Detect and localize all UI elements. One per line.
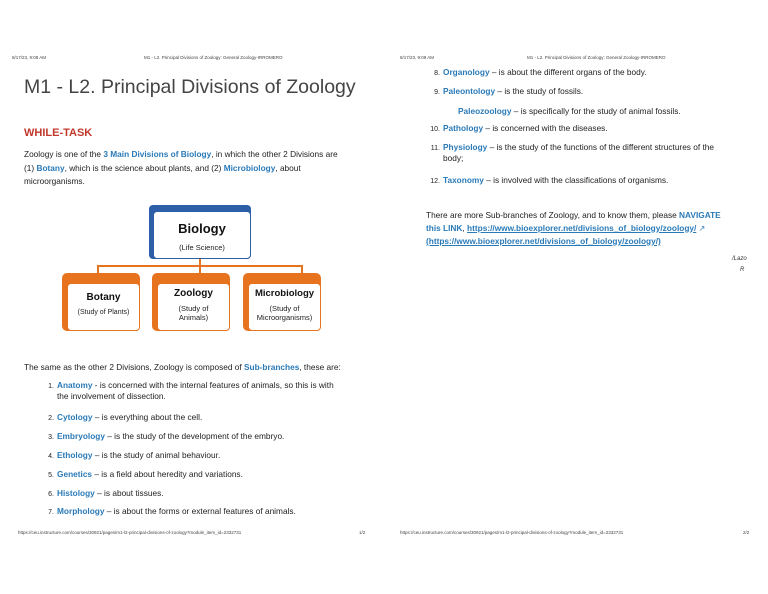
intro-text: microorganisms. (24, 176, 85, 186)
page-title: M1 - L2. Principal Divisions of Zoology (24, 76, 356, 98)
list-text: – is the study of the functions of the different structures of the (487, 142, 715, 152)
diagram-connector (301, 265, 303, 273)
list-number: 1. (48, 383, 54, 390)
this-link-term: this LINK (426, 222, 463, 233)
diagram-botany-name: Botany (86, 292, 121, 303)
navigate-term: NAVIGATE (679, 210, 721, 220)
list-text: the involvement of dissection. (57, 391, 166, 401)
list-text: – is concerned with the diseases. (483, 123, 608, 133)
list-text: - is concerned with the internal features of animals, so this is with (92, 380, 334, 390)
header-title: M1 - L2. Principal Divisions of Zoology: General Zoology-IRROMERO (527, 55, 666, 60)
list-term: Embryology (57, 431, 105, 441)
more-text: There are more Sub-branches of Zoology, and to know them, please (426, 210, 680, 220)
list-item (430, 86, 583, 96)
list-term: Anatomy (57, 380, 93, 390)
intro-botany: Botany (36, 162, 65, 173)
diagram-botany-box (62, 273, 140, 331)
diagram-biology-box (149, 205, 251, 259)
list-item (430, 123, 608, 133)
diagram-microbiology-desc: (Study of (269, 304, 300, 313)
sub-intro-text: The same as the other 2 Divisions, Zoology is composed of (24, 362, 244, 372)
list-term: Genetics (57, 469, 93, 479)
list-number: 11. (430, 145, 440, 152)
diagram-microbiology-name: Microbiology (254, 288, 315, 299)
more-text: , (462, 222, 468, 233)
bioexplorer-link-full[interactable]: (https://www.bioexplorer.net/divisions_of_biology/zoology/) (426, 236, 661, 246)
section-heading: WHILE-TASK (24, 127, 93, 139)
list-number: 3. (48, 434, 54, 441)
list-item (430, 67, 647, 77)
list-text: – is about tissues. (94, 488, 164, 498)
signature-text: R (740, 267, 745, 273)
diagram-zoology-desc: (Study of (178, 304, 209, 313)
document-page-2 (384, 0, 768, 594)
list-item (430, 142, 714, 165)
diagram-connector (97, 265, 99, 273)
footer-url: https://ceu.instructure.com/courses/30921/pages/m1-l2-principal-divisions-of-zoology?module_item_id=2332731 (18, 530, 242, 535)
diagram-zoology-name: Zoology (174, 288, 213, 299)
list-item (44, 488, 164, 498)
diagram-biology-name: Biology (178, 221, 226, 236)
bioexplorer-link[interactable]: https://www.bioexplorer.net/divisions_of_biology/zoology/ (467, 222, 697, 233)
footer-page-number: 1/2 (359, 530, 366, 535)
list-text: – is the study of animal behaviour. (92, 450, 221, 460)
intro-text: , in which the other 2 Divisions are (211, 149, 338, 159)
list-item (44, 380, 334, 403)
list-number: 12. (430, 178, 440, 185)
sub-branches-term: Sub-branches (243, 362, 300, 372)
list-text: – is a field about heredity and variations. (92, 469, 243, 479)
list-term: Ethology (57, 450, 93, 460)
list-number: 9. (434, 89, 440, 96)
list-item (44, 431, 284, 441)
intro-text: , about (275, 162, 301, 173)
list-text: – is specifically for the study of animal fossils. (511, 106, 681, 116)
diagram-connector (199, 265, 201, 273)
list-term: Morphology (57, 506, 105, 516)
list-term: Cytology (57, 412, 93, 422)
diagram-microbiology-box (243, 273, 321, 331)
signature-text: /Lazo (732, 256, 747, 262)
list-item (44, 412, 202, 422)
list-text: – is about the forms or external features of animals. (104, 506, 296, 516)
list-term: Taxonomy (443, 175, 484, 185)
list-number: 8. (434, 70, 440, 77)
list-item (430, 175, 668, 185)
list-number: 2. (48, 415, 54, 422)
list-term: Paleozoology (458, 106, 512, 116)
list-item (44, 469, 243, 479)
intro-paragraph (24, 148, 364, 189)
diagram-zoology-desc: Animals) (178, 313, 209, 322)
list-term: Histology (57, 488, 95, 498)
header-date: 8/17/23, 9:08 AM (12, 55, 47, 60)
intro-text: Zoology is one of the (24, 149, 104, 159)
list-text: – is the study of fossils. (495, 86, 584, 96)
footer-url: https://ceu.instructure.com/courses/30921/pages/m1-l2-principal-divisions-of-zoology?module_item_id=2332731 (400, 530, 624, 535)
sub-branches-paragraph (24, 361, 341, 375)
diagram-zoology-box (152, 273, 230, 331)
list-text: – is involved with the classifications of organisms. (483, 175, 669, 185)
paleozoology-item (458, 106, 681, 116)
list-text: body; (443, 153, 464, 163)
sub-intro-text: , these are: (299, 362, 341, 372)
list-term: Pathology (443, 123, 484, 133)
intro-main-divisions: 3 Main Divisions of Biology (103, 149, 212, 159)
list-number: 5. (48, 472, 54, 479)
intro-text: (1) (24, 162, 37, 173)
external-link-icon[interactable]: ↗ (698, 223, 706, 233)
diagram-biology-desc: (Life Science) (179, 243, 225, 252)
list-term: Organology (443, 67, 490, 77)
list-term: Paleontology (443, 86, 496, 96)
list-term: Physiology (443, 142, 488, 152)
diagram-microbiology-desc: Microorganisms) (256, 313, 313, 322)
more-branches-paragraph (426, 209, 766, 248)
list-number: 7. (48, 509, 54, 516)
footer-page-number: 2/2 (743, 530, 750, 535)
header-date: 8/17/23, 9:09 AM (400, 55, 435, 60)
list-number: 6. (48, 491, 54, 498)
list-number: 4. (48, 453, 54, 460)
list-item (44, 506, 296, 516)
list-number: 10. (430, 126, 440, 133)
list-text: – is the study of the development of the embryo. (104, 431, 285, 441)
header-title: M1 - L2. Principal Divisions of Zoology: General Zoology-IRROMERO (144, 55, 283, 60)
list-text: – is about the different organs of the body. (489, 67, 647, 77)
intro-text: , which is the science about plants, and (2) (64, 162, 224, 173)
diagram-botany-desc: (Study of Plants) (77, 309, 130, 316)
list-text: – is everything about the cell. (92, 412, 203, 422)
list-item (44, 450, 220, 460)
intro-microbiology: Microbiology (223, 162, 276, 173)
